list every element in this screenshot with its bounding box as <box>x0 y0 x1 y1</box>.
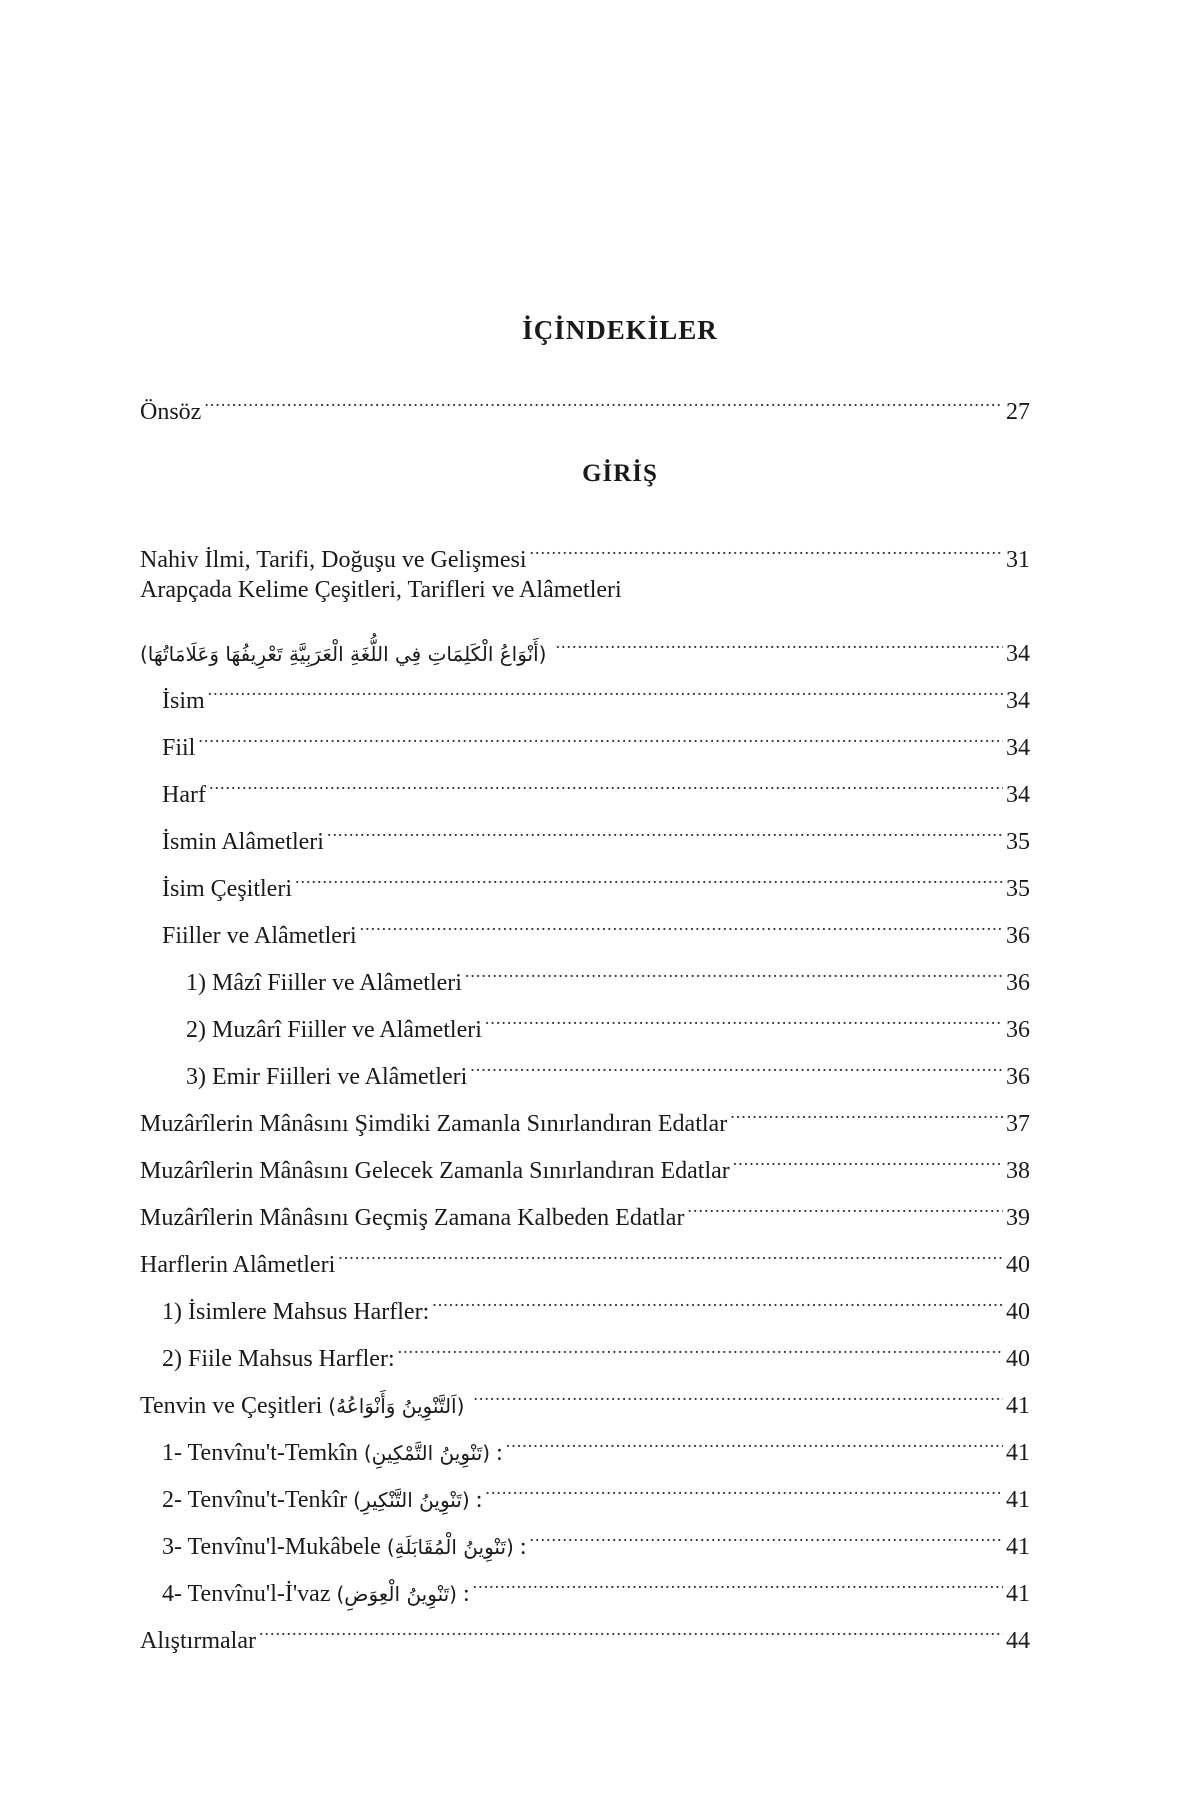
toc-entry-arabic-text: (تَنْوِينُ الْعِوَضِ) <box>336 1581 457 1606</box>
dot-leader <box>470 1037 1003 1084</box>
dot-leader <box>398 1319 1003 1366</box>
dot-leader <box>209 755 1003 802</box>
toc-entry-label: İsmin Alâmetleri <box>162 828 324 855</box>
toc-entry-label: Harf <box>162 781 206 808</box>
toc-entry-page: 34 <box>1006 781 1030 808</box>
toc-entry-colon: : <box>519 1533 527 1560</box>
toc-entry[interactable] <box>140 755 1030 808</box>
toc-entry-label: Fiil <box>162 734 196 761</box>
toc-entry-page: 37 <box>1006 1110 1030 1137</box>
toc-entry-arabic-text: (تَنْوِينُ التَّنْكِيرِ) <box>353 1487 470 1512</box>
toc-entry-label: Tenvin ve Çeşitleri <box>140 1392 323 1419</box>
toc-entry-page: 36 <box>1006 922 1030 949</box>
toc-entry-page: 39 <box>1006 1204 1030 1231</box>
dot-leader <box>733 1131 1003 1178</box>
toc-entry-page: 27 <box>1006 399 1030 425</box>
dot-leader <box>208 661 1003 708</box>
toc-entry-label: 1) İsimlere Mahsus Harfler: <box>162 1298 430 1325</box>
dot-leader <box>485 990 1003 1037</box>
toc-entry-page: 41 <box>1006 1486 1030 1513</box>
toc-entry-arabic-text: (تَنْوِينُ الْمُقَابَلَةِ) <box>386 1534 514 1559</box>
toc-entry-label: İsim Çeşitleri <box>162 875 292 902</box>
toc-entry-page: 40 <box>1006 1345 1030 1372</box>
toc-entry[interactable] <box>140 708 1030 761</box>
toc-entry-page: 40 <box>1006 1251 1030 1278</box>
toc-entry-page: 34 <box>1006 640 1030 667</box>
toc-page <box>140 300 1030 1654</box>
dot-leader <box>473 1366 1003 1413</box>
toc-entry[interactable] <box>140 520 1030 573</box>
dot-leader <box>485 1460 1003 1507</box>
toc-entry-label: 3- Tenvînu'l-Mukâbele <box>162 1533 381 1560</box>
toc-entry[interactable] <box>140 1601 1030 1654</box>
toc-entry-page: 41 <box>1006 1392 1030 1419</box>
toc-list <box>140 520 1030 1654</box>
toc-entry-page: 36 <box>1006 1016 1030 1043</box>
toc-entry-label: 2) Muzârî Fiiller ve Alâmetleri <box>186 1016 482 1043</box>
toc-entry-arabic-text: (تَنْوِينُ التَّمْكِينِ) <box>363 1440 491 1465</box>
toc-entry-label: Önsöz <box>140 399 202 425</box>
toc-entry-label: 3) Emir Fiilleri ve Alâmetleri <box>186 1063 468 1090</box>
toc-entry-label: 2) Fiile Mahsus Harfler: <box>162 1345 395 1372</box>
toc-entry-page: 35 <box>1006 875 1030 902</box>
toc-entry-colon: : <box>475 1486 483 1513</box>
toc-entry-label: Alıştırmalar <box>140 1627 256 1654</box>
toc-entry-label: Arapçada Kelime Çeşitleri, Tarifleri ve Alâmetleri <box>140 576 622 603</box>
dot-leader <box>204 372 1003 419</box>
toc-entry-page: 36 <box>1006 1063 1030 1090</box>
toc-entry-page: 36 <box>1006 969 1030 996</box>
dot-leader <box>338 1225 1003 1272</box>
toc-entry-arabic-text: (أَنْوَاعُ الْكَلِمَاتِ فِي اللُّغَةِ الْعَرَبِيَّةِ تَعْرِيفُهَا وَعَلَامَاتُهَا) <box>140 641 547 666</box>
toc-entry-page: 41 <box>1006 1580 1030 1607</box>
toc-entry-label: Harflerin Alâmetleri <box>140 1251 336 1278</box>
toc-entry-label: Muzârîlerin Mânâsını Şimdiki Zamanla Sınırlandıran Edatlar <box>140 1110 728 1137</box>
toc-entry-label: 4- Tenvînu'l-İ'vaz <box>162 1580 331 1607</box>
toc-entry[interactable] <box>140 802 1030 855</box>
toc-entry-arabic[interactable] <box>140 614 1030 667</box>
dot-leader <box>295 849 1003 896</box>
dot-leader <box>730 1084 1003 1131</box>
toc-title: İÇİNDEKİLER <box>522 315 718 345</box>
toc-entry-label: 1- Tenvînu't-Temkîn <box>162 1439 358 1466</box>
dot-leader <box>259 1601 1003 1648</box>
dot-leader <box>530 1507 1003 1554</box>
dot-leader <box>465 943 1003 990</box>
toc-entry-label: 1) Mâzî Fiiller ve Alâmetleri <box>186 969 462 996</box>
toc-entry-page: 40 <box>1006 1298 1030 1325</box>
dot-leader <box>473 1554 1003 1601</box>
toc-entry-page: 38 <box>1006 1157 1030 1184</box>
dot-leader <box>327 802 1003 849</box>
dot-leader <box>529 520 1003 567</box>
toc-entry[interactable] <box>140 661 1030 714</box>
dot-leader <box>432 1272 1003 1319</box>
toc-entry-label: Muzârîlerin Mânâsını Geçmiş Zamana Kalbeden Edatlar <box>140 1204 685 1231</box>
dot-leader <box>506 1413 1003 1460</box>
dot-leader <box>360 896 1003 943</box>
toc-entry-page: 34 <box>1006 734 1030 761</box>
toc-entry-preface[interactable] <box>140 372 1030 425</box>
dot-leader <box>687 1178 1003 1225</box>
section-heading-giris: GİRİŞ <box>582 460 658 487</box>
toc-entry[interactable] <box>140 567 1030 614</box>
toc-entry-page: 44 <box>1006 1627 1030 1654</box>
toc-entry-label: Nahiv İlmi, Tarifi, Doğuşu ve Gelişmesi <box>140 546 527 573</box>
toc-entry-colon: : <box>496 1439 503 1466</box>
toc-entry-label: İsim <box>162 687 205 714</box>
toc-entry-label: 2- Tenvînu't-Tenkîr <box>162 1486 348 1513</box>
toc-entry-page: 35 <box>1006 828 1030 855</box>
toc-entry-page: 31 <box>1006 546 1030 573</box>
dot-leader <box>198 708 1003 755</box>
dot-leader <box>555 614 1003 661</box>
toc-entry-label: Fiiller ve Alâmetleri <box>162 922 357 949</box>
toc-entry-arabic-text: (اَلتَّنْوِينُ وَأَنْوَاعُهُ) <box>328 1393 465 1418</box>
toc-entry-page: 41 <box>1006 1439 1030 1466</box>
toc-entry-page: 41 <box>1006 1533 1030 1560</box>
toc-entry-page: 34 <box>1006 687 1030 714</box>
toc-entry-colon: : <box>462 1580 470 1607</box>
toc-entry-label: Muzârîlerin Mânâsını Gelecek Zamanla Sınırlandıran Edatlar <box>140 1157 730 1184</box>
